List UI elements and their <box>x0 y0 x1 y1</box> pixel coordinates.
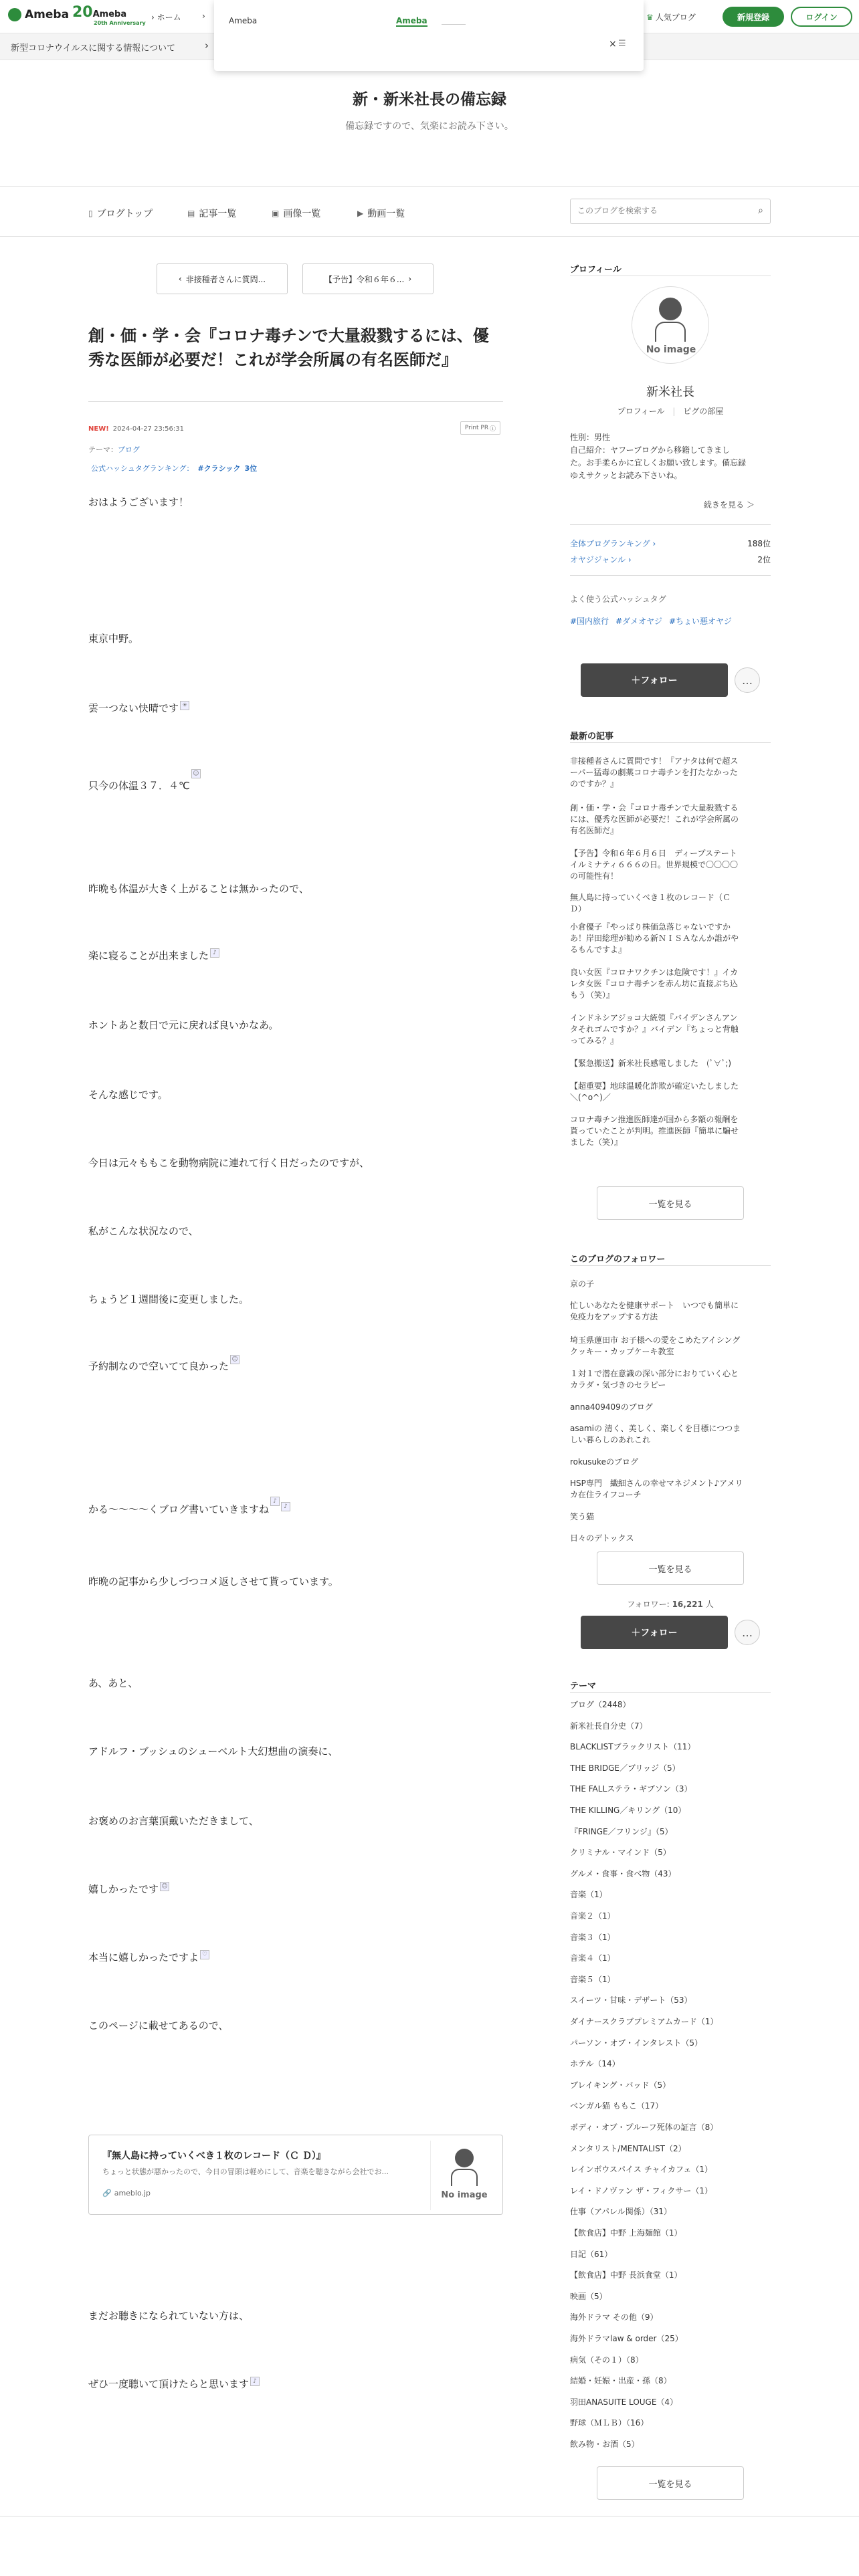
divider <box>570 575 771 576</box>
anniversary-logo[interactable]: 20Ameba 20th Anniversary <box>72 4 146 26</box>
recent-article-link[interactable]: 【緊急搬送】新米社長感電しました (ﾟ∀ﾟ;) <box>570 1059 732 1068</box>
theme-link[interactable]: 音楽３（1） <box>570 1932 615 1942</box>
theme-link[interactable]: THE BRIDGE／ブリッジ（5） <box>570 1763 680 1773</box>
theme-link[interactable]: 飲み物・お酒（5） <box>570 2440 640 2449</box>
chevron-right-icon: › <box>650 539 656 548</box>
theme-link[interactable]: 音楽（1） <box>570 1890 607 1900</box>
theme-link[interactable]: 病気（その１）（8） <box>570 2355 644 2365</box>
follower-link[interactable]: 日々のデトックス <box>570 1533 634 1543</box>
link-card-title: 『無人島に持っていくべき１枚のレコード（Ｃ Ｄ）』 <box>102 2151 326 2161</box>
followers-see-all-button[interactable]: 一覧を見る <box>597 1551 744 1585</box>
ranking-tag-link[interactable]: #クラシック <box>197 464 241 473</box>
nav-home-link[interactable]: › ホーム <box>151 13 181 22</box>
theme-link[interactable]: 海外ドラマlaw & order（25） <box>570 2334 683 2343</box>
new-badge: NEW! <box>88 425 109 433</box>
divider <box>88 401 503 402</box>
recent-article-link[interactable]: 良い女医『コロナワクチンは危険です！』イカ レタ女医『コロナ毒チンを赤ん坊に直接ぶち込 もう（笑）』 <box>570 968 739 1000</box>
avatar-head-icon <box>659 298 682 320</box>
profile-intro: 自己紹介：ヤフーブログから移籍してきまし た。お手柔らかに宜しくお願い致します。備忘録 ゆえサクッとお読み下さいね。 <box>570 445 747 480</box>
ameba-logo[interactable]: Ameba <box>8 8 69 21</box>
body-paragraph: 楽に寝ることが出来ました ♪ <box>88 948 219 962</box>
follower-link[interactable]: 京の子 <box>570 1279 595 1289</box>
body-paragraph: 今日は元々ももこを動物病院に連れて行く日だったのですが、 <box>88 1157 370 1169</box>
document-icon: ▯ <box>88 209 93 218</box>
avatar-head-icon <box>455 2149 474 2167</box>
article-datetime: 2024-04-27 23:56:31 <box>112 425 185 433</box>
theme-link[interactable]: クリミナル・マインド（5） <box>570 1848 671 1858</box>
recent-heading: 最新の記事 <box>570 732 614 742</box>
more-options-icon[interactable]: … <box>735 1620 760 1645</box>
chevron-right-icon: › <box>408 274 412 284</box>
body-paragraph: 予約制なので空いてて良かった☺ <box>88 1359 240 1373</box>
emoji-image: ♪ <box>270 1497 280 1506</box>
profile-name[interactable]: 新米社長 <box>646 385 694 399</box>
blog-search-input[interactable] <box>577 199 745 222</box>
divider <box>570 1265 771 1266</box>
close-icon[interactable]: × <box>609 39 617 49</box>
theme-link[interactable]: 日記（61） <box>570 2249 613 2259</box>
chevron-right-icon: › <box>626 555 632 564</box>
follower-link[interactable]: rokusukeのブログ <box>570 1457 638 1467</box>
body-paragraph: このページに載せてあるので、 <box>88 2020 229 2032</box>
follower-link[interactable]: asamiの 清く、美しく、楽しくを目標につつま しい暮らしのあれこれ <box>570 1424 741 1444</box>
header-popup: Ameba Ameba × ☰ <box>214 0 644 71</box>
recent-article-link[interactable]: 【超重要】地球温暖化詐欺が確定いたしました ＼(^o^)／ <box>570 1081 739 1102</box>
theme-link[interactable]: 野球（ＭＬＢ）（16） <box>570 2418 649 2428</box>
theme-link[interactable]: 音楽２（1） <box>570 1911 615 1921</box>
body-paragraph: 昨晩の記事から少しづつコメ返しさせて貰っています。 <box>88 1576 339 1588</box>
recent-article-link[interactable]: インドネシアジョコ大統領『バイデンさんアン タそれゴムですか？』バイデン『ちょっと背触 ってみる？』 <box>570 1013 739 1045</box>
theme-link[interactable]: ベンガル猫 ももこ（17） <box>570 2101 664 2111</box>
theme-link[interactable]: ブログ <box>118 445 140 454</box>
article-meta <box>88 425 184 433</box>
theme-link[interactable]: 新米社長自分史（7） <box>570 1721 648 1731</box>
theme-link[interactable]: 【飲食店】中野 長浜食堂（1） <box>570 2270 682 2280</box>
body-paragraph: アドルフ・ブッシュのシューベルト大幻想曲の演奏に、 <box>88 1745 339 1757</box>
theme-link[interactable]: ダイナースクラブプレミアムカード（1） <box>570 2017 719 2026</box>
follow-button[interactable]: ＋フォロー <box>581 1616 728 1649</box>
body-paragraph: 只今の体温３７．４℃☺ <box>88 778 201 792</box>
body-paragraph: 本当に嬉しかったですよ ♡ <box>88 1950 209 1964</box>
recent-article-link[interactable]: コロナ毒チン推進医師達が国から多額の報酬を 貰っていたことが判明。推進医師『簡単に騙せ ました（笑）』 <box>570 1115 739 1147</box>
emoji-image: ♪ <box>281 1502 290 1511</box>
theme-link[interactable]: 海外ドラマ その他（9） <box>570 2313 658 2323</box>
profile-avatar[interactable]: No image <box>632 286 709 364</box>
nav-image-list[interactable]: ▣ 画像一覧 <box>272 209 321 219</box>
recent-article-link[interactable]: 創・価・学・会『コロナ毒チンで大量殺戮する には、優秀な医師が必要だ！これが学会所属の 有名医師だ』 <box>570 803 739 835</box>
next-article-button[interactable]: 【予告】令和６年６... › <box>302 263 434 294</box>
theme-link[interactable]: パーソン・オブ・インタレスト（5） <box>570 2038 702 2048</box>
popular-blog-link[interactable]: ♛ 人気ブログ <box>646 12 696 22</box>
recent-article-link[interactable]: 【予告】令和６年６月６日 ディープステート イルミナティ６６６の日。世界規模で〇〇〇〇 の可能性有！ <box>570 849 739 881</box>
profile-link[interactable]: プロフィール <box>617 407 665 416</box>
theme-link[interactable]: THE KILLING／キリング（10） <box>570 1806 686 1815</box>
profile-links: プロフィール | ピグの部屋 <box>617 407 724 416</box>
list-icon: ▤ <box>187 209 195 218</box>
image-icon: ▣ <box>272 209 280 218</box>
hashtags-heading: よく使う公式ハッシュタグ <box>570 595 666 604</box>
ranking-rank: 3位 <box>244 464 258 473</box>
follower-link[interactable]: HSP専門 繊細さんの幸せマネジメント♪アメリ カ在住ライフコーチ <box>570 1479 743 1499</box>
chevron-right-icon: › <box>205 39 209 51</box>
link-icon: 🔗 <box>102 2189 112 2197</box>
theme-link[interactable]: ホテル（14） <box>570 2059 620 2069</box>
body-paragraph: ちょうど１週間後に変更しました。 <box>88 1293 250 1305</box>
prev-article-button[interactable]: ‹ 非接種者さんに質問... <box>157 263 288 294</box>
body-paragraph: 昨晩も体温が大きく上がることは無かったので、 <box>88 883 309 895</box>
info-icon: ⓘ <box>490 425 496 433</box>
ameba-frog-icon <box>8 8 21 21</box>
body-paragraph: まだお聴きになられていない方は、 <box>88 2310 250 2322</box>
nav-video-list[interactable]: ▶ 動画一覧 <box>357 209 405 219</box>
notice-bar[interactable]: 新型コロナウイルスに関する情報について › <box>0 33 859 60</box>
body-paragraph: 私がこんな状況なので、 <box>88 1225 199 1237</box>
emoji-image: ☺ <box>230 1355 240 1364</box>
follower-link[interactable]: anna409409のブログ <box>570 1402 653 1412</box>
print-button[interactable]: Print PR ⓘ <box>460 421 500 435</box>
blog-subtitle: 備忘録ですので、気楽にお読み下さい。 <box>345 121 514 132</box>
crown-icon: ♛ <box>646 12 654 22</box>
nav-more-link[interactable]: › <box>202 11 205 21</box>
emoji-image: ♡ <box>200 1950 209 1959</box>
profile-gender: 性別：男性 <box>570 433 611 442</box>
hashtag-ranking: 公式ハッシュタグランキング： #クラシック 3位 <box>91 464 258 473</box>
login-button[interactable]: ログイン <box>791 7 852 27</box>
recent-article-link[interactable]: 無人島に持っていくべき１枚のレコード（Ｃ Ｄ） <box>570 893 731 914</box>
recent-article-link[interactable]: 小倉優子『やっぱり株価急落じゃないですか あ！岸田総理が勧める新ＮＩＳＡなんか誰がや るもんですよ』 <box>570 922 739 954</box>
follow-button[interactable]: ＋フォロー <box>581 663 728 697</box>
article-title[interactable]: 創・価・学・会『コロナ毒チンで大量殺戮するには、優秀な医師が必要だ！これが学会所属の有名医師だ』 <box>88 326 489 369</box>
follower-link[interactable]: 忙しいあなたを健康サポート いつでも簡単に 免疫力をアップする方法 <box>570 1301 739 1321</box>
body-paragraph: かる〜〜〜〜くブログ書いていきますね♪♪ <box>88 1502 290 1516</box>
themes-see-all-button[interactable]: 一覧を見る <box>597 2466 744 2500</box>
chevron-left-icon: ‹ <box>178 274 182 284</box>
divider <box>570 742 771 743</box>
theme-link[interactable]: 音楽４（1） <box>570 1953 615 1963</box>
hashtag-list <box>570 615 732 627</box>
pig-room-link[interactable]: ピグの部屋 <box>683 407 724 416</box>
body-paragraph: ホントあと数日で元に戻れば良いかなあ。 <box>88 1019 279 1031</box>
nav-article-list[interactable]: ▤ 記事一覧 <box>187 209 237 219</box>
link-card-thumbnail: No image <box>430 2141 497 2210</box>
theme-link[interactable]: ボディ・オブ・プルーフ死体の証言（8） <box>570 2123 719 2132</box>
article-theme: テーマ：ブログ <box>88 445 140 454</box>
theme-link[interactable]: 羽田ANASUITE LOUGE（4） <box>570 2397 678 2407</box>
avatar-body-icon <box>655 322 686 342</box>
nav-blog-top[interactable]: ▯ ブログトップ <box>88 209 153 219</box>
body-paragraph: あ、あと、 <box>88 1677 138 1689</box>
emoji-image: ☺ <box>160 1882 169 1891</box>
theme-link[interactable]: 結婚・妊娠・出産・孫（8） <box>570 2376 672 2386</box>
follower-link[interactable]: 笑う猫 <box>570 1512 595 1521</box>
follower-count: フォロワー: 16,221 人 <box>627 1600 714 1609</box>
hashtag-link[interactable]: #国内旅行 <box>570 617 609 626</box>
theme-link[interactable]: レイ・ドノヴァン ザ・フィクサー（1） <box>570 2185 713 2195</box>
theme-link[interactable]: 仕事（アパレル関係）（31） <box>570 2207 672 2217</box>
menu-icon[interactable]: ☰ <box>618 39 626 49</box>
theme-link[interactable]: 『FRINGE／フリンジ』（5） <box>570 1826 673 1836</box>
divider <box>570 524 771 525</box>
recent-article-link[interactable]: 非接種者さんに質問です！『アナタは何で超ス ーパー猛毒の劇薬コロナ毒チンを打たなかった のですか？』 <box>570 756 739 788</box>
theme-link[interactable]: ブレイキング・バッド（5） <box>570 2080 671 2090</box>
ranking-row[interactable]: 全体ブログランキング › 188位 <box>570 539 771 548</box>
blog-nav <box>0 186 859 237</box>
register-button[interactable]: 新規登録 <box>723 7 784 27</box>
avatar-body-icon <box>451 2169 478 2186</box>
popup-tab[interactable]: Ameba <box>396 16 427 25</box>
body-paragraph: お褒めのお言葉頂戴いただきまして、 <box>88 1815 259 1827</box>
hashtag-link[interactable]: #ちょい悪オヤジ <box>669 617 732 626</box>
theme-link[interactable]: 映画（5） <box>570 2291 607 2301</box>
emoji-image: ♪ <box>250 2377 260 2386</box>
body-paragraph: おはようございます！ <box>88 496 189 508</box>
follower-link[interactable]: １対１で潜在意識の深い部分におりていく心と カラダ・気づきのセラピー <box>570 1369 739 1390</box>
video-icon: ▶ <box>357 209 364 218</box>
divider <box>570 1692 771 1693</box>
theme-link[interactable]: BLACKLISTブラックリスト（11） <box>570 1742 696 1752</box>
popup-divider <box>442 24 466 25</box>
blog-search-box[interactable] <box>570 199 771 224</box>
theme-link[interactable]: グルメ・食事・食べ物（43） <box>570 1868 676 1879</box>
theme-link[interactable]: ブログ（2448） <box>570 1700 631 1709</box>
body-paragraph: ぜひ一度聴いて頂けたらと思います ♪ <box>88 2377 260 2391</box>
followers-heading: このブログのフォロワー <box>570 1255 666 1265</box>
profile-more-link[interactable]: 続きを見る ＞ <box>704 500 755 510</box>
body-paragraph: 嬉しかったです ☺ <box>88 1882 169 1896</box>
theme-link[interactable]: 【飲食店】中野 上海麺館（1） <box>570 2228 682 2238</box>
follower-link[interactable]: 埼玉県蓮田市 お子様への愛をこめたアイシング クッキー・カップケーキ教室 <box>570 1335 741 1356</box>
link-card-desc: ちょっと状態が悪かったので、今日の冒頭は軽めにして、音楽を聴きながら会社でお... <box>102 2167 389 2176</box>
emoji-image: ☺ <box>191 769 201 778</box>
body-paragraph: 東京中野。 <box>88 633 139 645</box>
theme-link[interactable]: 音楽５（1） <box>570 1974 615 1984</box>
body-paragraph: 雲一つない快晴です ☀ <box>88 701 189 715</box>
more-options-icon[interactable]: … <box>735 667 760 693</box>
emoji-image: ♪ <box>210 948 219 958</box>
search-icon[interactable]: ⌕ <box>758 205 763 216</box>
theme-link[interactable]: メンタリスト/MENTALIST（2） <box>570 2143 686 2153</box>
body-paragraph: そんな感じです。 <box>88 1089 168 1101</box>
theme-link[interactable]: THE FALLステラ・ギブソン（3） <box>570 1784 692 1794</box>
recent-see-all-button[interactable]: 一覧を見る <box>597 1186 744 1220</box>
theme-link[interactable]: スイーツ・甘味・デザート（53） <box>570 1996 692 2006</box>
blog-title[interactable]: 新・新米社長の備忘録 <box>353 91 506 108</box>
link-card[interactable] <box>88 2135 503 2215</box>
ranking-row[interactable]: オヤジジャンル › 2位 <box>570 555 771 564</box>
theme-link[interactable]: レインボウスパイス チャイカフェ（1） <box>570 2165 713 2175</box>
profile-heading: プロフィール <box>570 265 622 275</box>
link-card-domain: 🔗 ameblo.jp <box>102 2189 151 2197</box>
hashtag-link[interactable]: #ダメオヤジ <box>615 617 662 626</box>
emoji-image: ☀ <box>180 701 189 710</box>
themes-heading: テーマ <box>570 1681 597 1691</box>
